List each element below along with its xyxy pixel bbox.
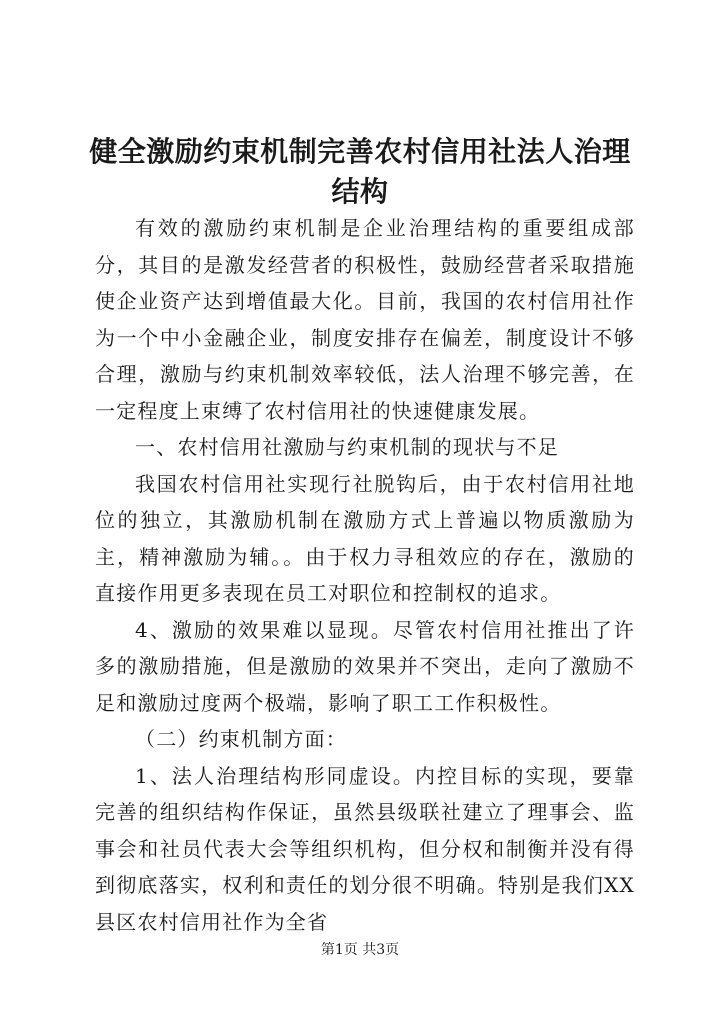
page-footer: 第1页 共3页 <box>320 942 400 958</box>
section-heading-2: （二）约束机制方面： <box>135 727 347 751</box>
section-heading-1: 一、农村信用社激励与约束机制的现状与不足 <box>135 435 559 459</box>
document-body <box>95 210 635 940</box>
paragraph-intro: 有效的激励约束机制是企业治理结构的重要组成部分，其目的是激发经营者的积极性，鼓励经营者采取措施使企业资产达到增值最大化。目前，我国的农村信用社作为一个中小金融企业，制度安排存在偏差，制度设计不够合理，激励与约束机制效率较低，法人治理不够完善，在一定程度上束缚了农村信用社的快速健康发展。 <box>95 216 635 423</box>
document-title: 健全激励约束机制完善农村信用社法人治理结构 <box>89 135 631 208</box>
paragraph-point-1: 1、法人治理结构形同虚设。内控目标的实现，要靠完善的组织结构作保证，虽然县级联社建立了理事会、监事会和社员代表大会等组织机构，但分权和制衡并没有得到彻底落实，权利和责任的划分很不明确。特别是我们XX县区农村信用社作为全省 <box>95 763 635 934</box>
paragraph-status: 我国农村信用社实现行社脱钩后，由于农村信用社地位的独立，其激励机制在激励方式上普遍以物质激励为主，精神激励为辅。。由于权力寻租效应的存在，激励的直接作用更多表现在员工对职位和控制权的追求。 <box>95 471 635 605</box>
paragraph-point-4: 4、激励的效果难以显现。尽管农村信用社推出了许多的激励措施，但是激励的效果并不突出，走向了激励不足和激励过度两个极端，影响了职工工作积极性。 <box>95 617 635 715</box>
